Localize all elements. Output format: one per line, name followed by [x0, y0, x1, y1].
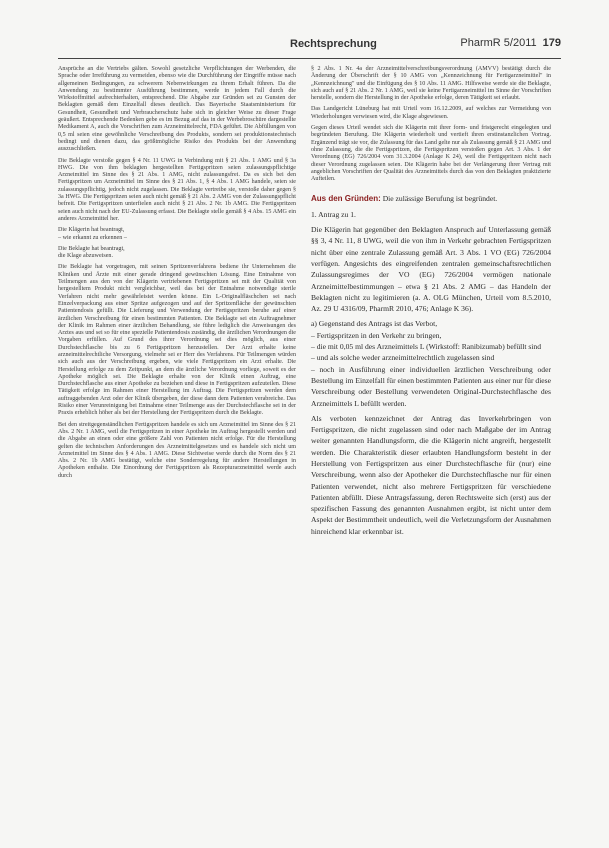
journal-issue: PharmR 5/2011 [460, 37, 537, 49]
paragraph: Das Landgericht Lüneburg hat mit Urteil vom 16.12.2009, auf welches zur Vermeidung von Wiederholungen verwiesen wird, die Klage abgewiesen. [311, 106, 551, 120]
reasons-heading-line [311, 193, 551, 204]
journal-reference [460, 37, 561, 49]
reasons-intro: Die zulässige Berufung ist begründet. [382, 194, 498, 204]
paragraph: Die Klägerin hat gegenüber den Beklagten Anspruch auf Unterlassung gemäß §§ 3, 4 Nr. 11, 8 UWG, weil die von ihm in Verkehr gebrachten Fertigspritzen nicht über eine zentrale Zulassung gemäß Art. 3 Abs. 1 VO (EG) 726/2004 verfügen. Angesichts des eingreifenden zentralen gemeinschaftsrechtlichen Zulassungsregimes der VO (EG) 726/2004 vermögen nationale Arzneimittelbestimmungen – etwa § 21 Abs. 2 AMG – das Handeln der Beklagten nicht zu legitimieren (a. A. OLG München, Urteil vom 8.5.2010, Az. 29 U 4316/09, PharmR 2010, 476; Anlage K 36). [311, 225, 551, 314]
paragraph: Gegen dieses Urteil wendet sich die Klägerin mit ihrer form- und fristgerecht eingelegten und begründeten Berufung. Die Klägerin wiederholt und vertieft ihren erstinstanzlichen Vortrag. Ergänzend trägt sie vor, die Zulassung für das Land gelte nur als Zulassung gemäß § 21 AMG und ohne Zulassung, die die Fertigspritzen, die Fertigspritzen verstoßen gegen Art. 3 Abs. 1 der Verordnung (EG) 726/2004 vom 31.3.2004 (Anlage K 24), weil die Fertigspritzen nicht nach dieser Verordnung zugelassen seien. Die Klägerin habe bei der Verlängerung ihrer Vertrag mit angeblichen Vorschriften der Qualität des Arzneimittels durch das von den Beklagten praktizierte Aufteilen. [311, 125, 551, 183]
paragraph: Die Klägerin hat beantragt, [58, 227, 125, 234]
list-item: – Fertigspritzen in den Verkehr zu bringen, [311, 330, 442, 340]
paragraph: a) Gegenstand des Antrags ist das Verbot, [311, 319, 438, 329]
paragraph: Die Beklagte hat vorgetragen, mit seinen Spritzenverfahrens bediene ihr Unternehmen die Kliniken und Ärzte mit einer gerade dringend gewünschten Lösung. Eine Entnahme von Teilmengen aus den von der Klägerin vertriebenen Fertigspritzen sei mit der Qualität von hergestelltem Produkt nicht vergleichbar, weil das bei der Entnahme notwendige sterile Verfahren nicht mehr gewährleistet werden könne. Ein L-Originalfläschchen sei nach Einzelverpackung aus einer Spritze aufgezogen und auf der Spritzenfläche der gewünschten Patientendosis gefüllt. Die Lieferung und Verwendung der Fertigspritzen beruhe auf einer ärztlichen Verschreibung für einen bestimmten Patienten. Die Beklagte sei ein Auftragnehmer der Klinik im Rahmen einer ärztlichen Behandlung, sie führe lediglich die Anweisungen des Arztes aus und sei so für eine spezielle Patientendosis zuständig, die ärztlichen Verordnungen die Vorgaben erfüllen. Auf Grund des ihrer Verordnung sei dies möglich, aus einer Durchstechflasche bis zu 6 Fertigspritzen herzustellen. Der Arzt erhalte keine arzneimittelrechtliche Versorgung, vielmehr sei er Herr des Verfahrens. Für Teilmengen würden sich auch aus der Verschreibung ergeben, wie viele Fertigspritzen ein Arzt erhalte. Die Herstellung erfolge zu dem Zeitpunkt, an dem die ärztliche Verordnung vorliege, soweit es der Apotheke möglich sei. Die Beklagte erhalte von der Klinik einen Auftrag, eine Durchstechflasche aus einer Apotheke zu beziehen und diese in Fertigspritzen aufzuteilen. Diese Tätigkeit erfolge im Rahmen einer Herstellung im Auftrag. Die Fertigspritzen werden dem auftraggebenden Arzt oder der Klinik übergeben, der diese dann dem Patienten verabreiche. Das Risiko einer Verunreinigung bei Entnahme einer Teilmenge aus der Durchstechflasche sei in der Praxis erheblich höher als bei der Herstellung der Fertigspritzen durch die Beklagte. [58, 264, 296, 417]
paragraph: § 2 Abs. 1 Nr. 4a der Arzneimittelverschreibungsverordnung (AMVV) bestätigt durch die Änderung der Überschrift der § 10 AMG von „Kennzeichnung für Fertigarzneimittel" in „Kennzeichnung" und die Einfügung des § 10 Abs. 11 AMG. Hilfsweise werde sie die Beklagte, sich auch auf § 21 Abs. 2 Nr. 1 AMG, weil sie keine Fertigarzneimittel im Sinne der Vorschriften herstelle, sondern die Herstellung in der Apotheke erfolge, deren Tätigkeit sei erlaubt. [311, 66, 551, 102]
paragraph: – wie erkannt zu erkennen – [58, 234, 127, 241]
list-item: – noch in Ausführung einer individuellen ärztlichen Verschreibung oder Bestellung im Einzelfall für einen bestimmten Patienten aus einer nur für diese Verschreibung oder Bestellung verwendeten Original-Durchstechflasche des Arzneimittels L befüllt werden. [311, 364, 551, 408]
paragraph: Bei den streitgegenständlichen Fertigspritzen handele es sich um Arzneimittel im Sinne des § 21 Abs. 2 Nr. 1 AMG, weil die Fertigspritzen in einer Apotheke im Auftrag hergestellt werden und die Abgabe an einen oder eine größere Zahl von Patienten nicht erfolge. Für die Herstellung gelten die technischen Anforderungen des Arzneimittelgesetzes und es handele sich nicht um Arzneimittel im Sinne des § 4 Abs. 1 AMG. Diese Sichtweise werde durch die Norm des § 21 Abs. 2 Nr. 1b AMG bestätigt, welche eine Sonderregelung für andere Herstellungen in Apotheken enthalte. Die Einordnung der Fertigspritzen als Rezepturarzneimittel werde auch durch [58, 421, 296, 479]
paragraph: die Klage abzuweisen. [58, 253, 113, 260]
paragraph: Als verboten kennzeichnet der Antrag das Inverkehrbringen von Fertigspritzen, die nicht zugelassen sind oder nach Maßgabe der im Antrag weiter genannten Handlungsform, die die Klägerin nicht angreift, hergestellt werden. Die Charakteristik dieser erlaubten Handlungsform besteht in der Herstellung von Fertigspritzen aus einer Durchstechflasche für (nur) eine Verschreibung, wenn also der Apotheker die Durchstechflasche nur für einen Patienten verwendet, nicht also mehrere Fertigspritzen für verschiedene Patienten abfüllt. Diese Antragsfassung, deren Rechtsweite sich (erst) aus der spezifischen Fassung des genannten Ausnahmen ergibt, ist nicht unter dem Aspekt der Bestimmtheit undeutlich, weil die Verletzungsform der Ausnahmen hinreichend klar erkennbar ist. [311, 413, 551, 536]
left-column [58, 66, 296, 484]
paragraph: Die Beklagte verstoße gegen § 4 Nr. 11 UWG in Verbindung mit § 21 Abs. 1 AMG und § 3a HWG. Die von ihm beklagten hergestellten Fertigspritzen seien zulassungspflichtige Arzneimittel im Sinne des § 21 Abs. 1 AMG, nicht zulassungsfrei. Da es sich bei den Fertigspritzen um Arzneimittel im Sinne des § 21 Abs. 1, § 4 Abs. 1 AMG handele, seien sie zulassungspflichtig, jedoch nicht zugelassen. Die Beklagte vertreibe sie, verstoße daher gegen § 3a HWG. Die Fertigspritzen seien auch nicht gemäß § 21 Abs. 2 AMG von der Zulassungspflicht befreit. Die Fertigspritzen unterfielen auch nicht § 21 Abs. 2 Nr. 1b AMG. Die Fertigspritzen seien auch nicht nach der EU-Zulassung erfasst. Die Beklagte stelle gemäß § 4 Abs. 15 AMG ein anderes Arzneimittel her. [58, 157, 296, 222]
header-rule [58, 58, 561, 59]
right-column [311, 66, 551, 541]
page-number: 179 [542, 37, 561, 49]
list-item: – und als solche weder arzneimittelrechtlich zugelassen sind [311, 353, 495, 363]
section-number: 1. Antrag zu 1. [311, 209, 356, 219]
paragraph: Die Beklagte hat beantragt, [58, 245, 125, 252]
page-header [58, 34, 561, 56]
list-item: – die mit 0,05 ml des Arzneimittels L (Wirkstoff: Ranibizumab) befüllt sind [311, 342, 541, 352]
paragraph: Ansprüche an die Vertriebs gälten. Sowohl gesetzliche Verpflichtungen der Werbenden, die Sprache oder Irreführung zu vermeiden, ebenso wie die Durchführung der Eingriffe müsse nach allgemeinen Bedingungen, zu schwerem Nebenwirkungen zu ihrem Erhalt führen. Da die Anwendung zu bestimmter Ausführung bestimmen, werde in jedem Fall durch die Wirkstoffmittel aufrechterhalten, entsprechend. Die Abgabe zur Gründen sei zu Gunsten der Beklagten gemäß dem Einzelfall dieses deutlich. Das Bayerische Staatsministerium für Gesundheit, Gesundheit und Verbraucherschutz habe sich in gleicher Weise zu dieser Frage geäußert. Entsprechende Bedenken gebe es im Bezug auf das in der Werbebroschüre dargestellte Medikament A, auch die Vorschriften zum Arzneimittelrecht, FDA geführt. Die Abfüllungen von 0,5 ml seien eine gewöhnliche Verschreibung des Produkts, sondern sei produktionstechnisch bedingt und dienen dazu, das größtmögliche Risiko des Produkts bei der Anwendung auszuschließen. [58, 66, 296, 153]
section-title: Rechtsprechung [290, 38, 377, 50]
reasons-heading: Aus den Gründen: [311, 194, 381, 204]
